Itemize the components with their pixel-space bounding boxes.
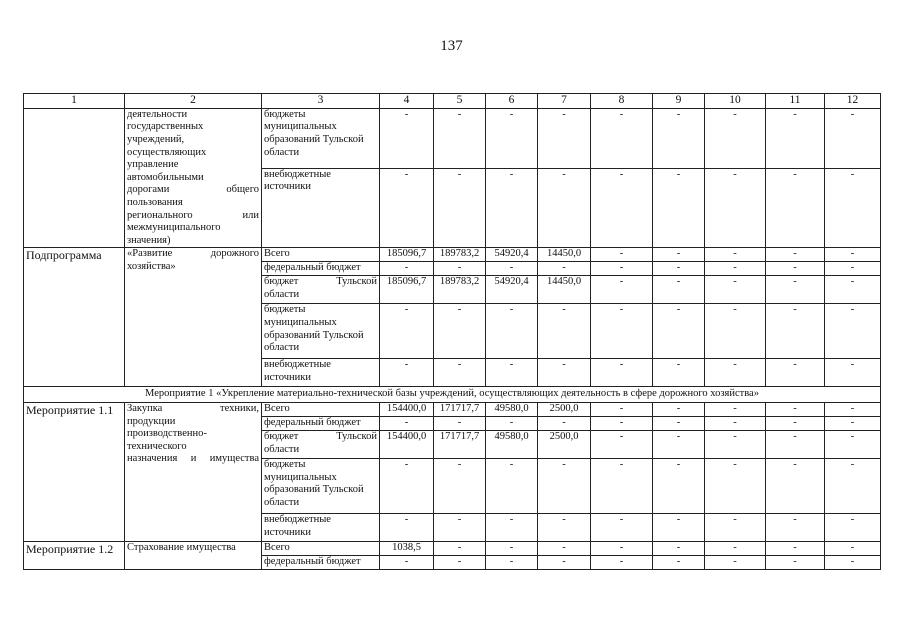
name-line: дорогами общего: [127, 184, 259, 196]
value-cell-col-4: -: [380, 168, 434, 248]
table-body: [24, 108, 881, 569]
value-cell-col-7: 14450,0: [538, 276, 591, 304]
value-cell-col-11: -: [766, 541, 825, 555]
value-cell-col-11: -: [766, 168, 825, 248]
subprogram-row: [24, 248, 881, 262]
value-cell-col-10: -: [705, 555, 766, 569]
value-cell-col-12: -: [825, 430, 881, 458]
value-cell-col-12: -: [825, 276, 881, 304]
value-cell-col-4: -: [380, 359, 434, 387]
value-cell-col-5: -: [434, 458, 486, 513]
value-cell-col-4: 1038,5: [380, 541, 434, 555]
value-cell-col-8: -: [591, 402, 653, 416]
value-cell-col-10: -: [705, 359, 766, 387]
value-cell-col-7: -: [538, 555, 591, 569]
value-cell-col-5: -: [434, 262, 486, 276]
value-cell-col-12: -: [825, 359, 881, 387]
value-cell-col-5: -: [434, 513, 486, 541]
name-line: управление: [127, 159, 179, 171]
value-cell-col-9: -: [653, 276, 705, 304]
value-cell-col-10: -: [705, 541, 766, 555]
value-cell-col-6: -: [486, 108, 538, 168]
value-cell-col-5: 189783,2: [434, 248, 486, 262]
funding-source-cell: бюджет Тульской области: [262, 276, 380, 304]
measure_1_1-name: [125, 402, 262, 541]
value-cell-col-8: -: [591, 416, 653, 430]
value-cell-col-6: 54920,4: [486, 248, 538, 262]
budget-table: [23, 93, 881, 570]
value-cell-col-10: -: [705, 430, 766, 458]
value-cell-col-6: 49580,0: [486, 402, 538, 416]
value-cell-col-12: -: [825, 168, 881, 248]
funding-source-cell: федеральный бюджет: [262, 262, 380, 276]
value-cell-col-4: 185096,7: [380, 248, 434, 262]
value-cell-col-11: -: [766, 276, 825, 304]
value-cell-col-11: -: [766, 458, 825, 513]
value-cell-col-10: -: [705, 513, 766, 541]
name-line: государственных: [127, 121, 204, 133]
value-cell-col-7: 2500,0: [538, 430, 591, 458]
value-cell-col-8: -: [591, 262, 653, 276]
value-cell-col-5: -: [434, 359, 486, 387]
value-cell-col-7: -: [538, 359, 591, 387]
funding-source-cell: бюджеты муниципальных образований Тульской области: [262, 304, 380, 359]
funding-source-cell: бюджеты муниципальных образований Тульской области: [262, 458, 380, 513]
value-cell-col-12: -: [825, 262, 881, 276]
name-line: осуществляющих: [127, 146, 207, 158]
header-cell-6: 6: [486, 94, 538, 109]
funding-source-cell: Всего: [262, 248, 380, 262]
value-cell-col-5: 189783,2: [434, 276, 486, 304]
value-cell-col-9: -: [653, 416, 705, 430]
value-cell-col-11: -: [766, 304, 825, 359]
value-cell-col-9: -: [653, 541, 705, 555]
value-cell-col-5: -: [434, 555, 486, 569]
value-cell-col-4: -: [380, 555, 434, 569]
funding-source-cell: внебюджетные источники: [262, 513, 380, 541]
value-cell-col-9: -: [653, 168, 705, 248]
value-cell-col-9: -: [653, 248, 705, 262]
name-line: межмуниципального: [127, 222, 221, 234]
value-cell-col-9: -: [653, 359, 705, 387]
value-cell-col-12: -: [825, 458, 881, 513]
value-cell-col-7: -: [538, 416, 591, 430]
value-cell-col-8: -: [591, 276, 653, 304]
value-cell-col-6: -: [486, 513, 538, 541]
value-cell-col-7: -: [538, 168, 591, 248]
header-cell-10: 10: [705, 94, 766, 109]
value-cell-col-11: -: [766, 108, 825, 168]
page-number: 137: [440, 38, 463, 54]
value-cell-col-7: 2500,0: [538, 402, 591, 416]
funding-source-cell: бюджеты муниципальных образований Тульской области: [262, 108, 380, 168]
name-line: автомобильными: [127, 171, 204, 183]
name-line: технического: [127, 440, 187, 452]
value-cell-col-8: -: [591, 108, 653, 168]
value-cell-col-11: -: [766, 248, 825, 262]
name-line: Закупка техники,: [127, 402, 259, 414]
measure_1_1-label: Мероприятие 1.1: [24, 402, 125, 541]
funding-source-cell: внебюджетные источники: [262, 168, 380, 248]
value-cell-col-10: -: [705, 248, 766, 262]
value-cell-col-10: -: [705, 262, 766, 276]
value-cell-col-11: -: [766, 262, 825, 276]
value-cell-col-9: -: [653, 304, 705, 359]
funding-source-cell: внебюджетные источники: [262, 359, 380, 387]
value-cell-col-5: -: [434, 168, 486, 248]
cont-name: [125, 108, 262, 248]
name-line: учреждений,: [127, 133, 185, 145]
value-cell-col-9: -: [653, 262, 705, 276]
measure_1_2-label: Мероприятие 1.2: [24, 541, 125, 569]
cont-row: [24, 108, 881, 168]
value-cell-col-12: -: [825, 513, 881, 541]
value-cell-col-9: -: [653, 430, 705, 458]
value-cell-col-9: -: [653, 402, 705, 416]
funding-source-cell: бюджет Тульской области: [262, 430, 380, 458]
value-cell-col-8: -: [591, 168, 653, 248]
subprogram-name: «Развитие дорожного хозяйства»: [125, 248, 262, 387]
value-cell-col-9: -: [653, 458, 705, 513]
value-cell-col-6: -: [486, 458, 538, 513]
value-cell-col-9: -: [653, 513, 705, 541]
value-cell-col-12: -: [825, 304, 881, 359]
value-cell-col-11: -: [766, 359, 825, 387]
value-cell-col-9: -: [653, 108, 705, 168]
value-cell-col-7: -: [538, 513, 591, 541]
value-cell-col-5: -: [434, 304, 486, 359]
funding-source-cell: Всего: [262, 541, 380, 555]
header-cell-2: 2: [125, 94, 262, 109]
header-cell-9: 9: [653, 94, 705, 109]
value-cell-col-4: -: [380, 108, 434, 168]
value-cell-col-6: 49580,0: [486, 430, 538, 458]
value-cell-col-6: 54920,4: [486, 276, 538, 304]
header-cell-3: 3: [262, 94, 380, 109]
value-cell-col-6: -: [486, 359, 538, 387]
name-line: производственно-: [127, 428, 207, 440]
value-cell-col-6: -: [486, 262, 538, 276]
value-cell-col-5: 171717,7: [434, 402, 486, 416]
table-header: [24, 94, 881, 109]
value-cell-col-12: -: [825, 402, 881, 416]
value-cell-col-10: -: [705, 304, 766, 359]
value-cell-col-9: -: [653, 555, 705, 569]
header-cell-12: 12: [825, 94, 881, 109]
header-cell-7: 7: [538, 94, 591, 109]
value-cell-col-6: -: [486, 304, 538, 359]
value-cell-col-11: -: [766, 430, 825, 458]
header-cell-5: 5: [434, 94, 486, 109]
value-cell-col-8: -: [591, 541, 653, 555]
header-cell-8: 8: [591, 94, 653, 109]
value-cell-col-12: -: [825, 108, 881, 168]
funding-source-cell: Всего: [262, 402, 380, 416]
value-cell-col-10: -: [705, 276, 766, 304]
value-cell-col-4: 154400,0: [380, 430, 434, 458]
value-cell-col-11: -: [766, 555, 825, 569]
name-line: деятельности: [127, 108, 188, 120]
value-cell-col-5: 171717,7: [434, 430, 486, 458]
value-cell-col-5: -: [434, 108, 486, 168]
header-cell-1: 1: [24, 94, 125, 109]
value-cell-col-7: -: [538, 108, 591, 168]
value-cell-col-4: 154400,0: [380, 402, 434, 416]
value-cell-col-8: -: [591, 555, 653, 569]
value-cell-col-12: -: [825, 541, 881, 555]
value-cell-col-7: -: [538, 458, 591, 513]
value-cell-col-11: -: [766, 402, 825, 416]
value-cell-col-7: -: [538, 262, 591, 276]
value-cell-col-7: 14450,0: [538, 248, 591, 262]
name-line: пользования: [127, 196, 183, 208]
name-line: регионального или: [127, 209, 259, 221]
cont-label: [24, 108, 125, 248]
section-title-row: [24, 387, 881, 403]
value-cell-col-4: -: [380, 458, 434, 513]
name-line: назначения и имущества: [127, 453, 259, 465]
value-cell-col-11: -: [766, 513, 825, 541]
value-cell-col-5: -: [434, 541, 486, 555]
value-cell-col-11: -: [766, 416, 825, 430]
header-cell-4: 4: [380, 94, 434, 109]
value-cell-col-6: -: [486, 168, 538, 248]
value-cell-col-10: -: [705, 416, 766, 430]
measure_1_2-row: [24, 541, 881, 555]
value-cell-col-10: -: [705, 402, 766, 416]
header-row: [24, 94, 881, 109]
value-cell-col-8: -: [591, 359, 653, 387]
value-cell-col-10: -: [705, 168, 766, 248]
value-cell-col-8: -: [591, 513, 653, 541]
name-line: продукции: [127, 415, 176, 427]
value-cell-col-6: -: [486, 541, 538, 555]
value-cell-col-10: -: [705, 108, 766, 168]
value-cell-col-8: -: [591, 248, 653, 262]
value-cell-col-7: -: [538, 304, 591, 359]
value-cell-col-12: -: [825, 555, 881, 569]
value-cell-col-8: -: [591, 458, 653, 513]
value-cell-col-10: -: [705, 458, 766, 513]
subprogram-label: Подпрограмма: [24, 248, 125, 387]
value-cell-col-4: 185096,7: [380, 276, 434, 304]
measure_1_1-row: [24, 402, 881, 416]
header-cell-11: 11: [766, 94, 825, 109]
value-cell-col-8: -: [591, 430, 653, 458]
value-cell-col-6: -: [486, 416, 538, 430]
value-cell-col-8: -: [591, 304, 653, 359]
value-cell-col-4: -: [380, 513, 434, 541]
value-cell-col-12: -: [825, 416, 881, 430]
value-cell-col-4: -: [380, 416, 434, 430]
section-title: Мероприятие 1 «Укрепление материально-технической базы учреждений, осуществляющих деятельность в сфере дорожного хозяйства»: [24, 387, 881, 403]
measure_1_2-name: Страхование имущества: [125, 541, 262, 569]
funding-source-cell: федеральный бюджет: [262, 555, 380, 569]
value-cell-col-7: -: [538, 541, 591, 555]
value-cell-col-12: -: [825, 248, 881, 262]
value-cell-col-6: -: [486, 555, 538, 569]
value-cell-col-5: -: [434, 416, 486, 430]
value-cell-col-4: -: [380, 262, 434, 276]
funding-source-cell: федеральный бюджет: [262, 416, 380, 430]
name-line: значения): [127, 234, 171, 246]
value-cell-col-4: -: [380, 304, 434, 359]
